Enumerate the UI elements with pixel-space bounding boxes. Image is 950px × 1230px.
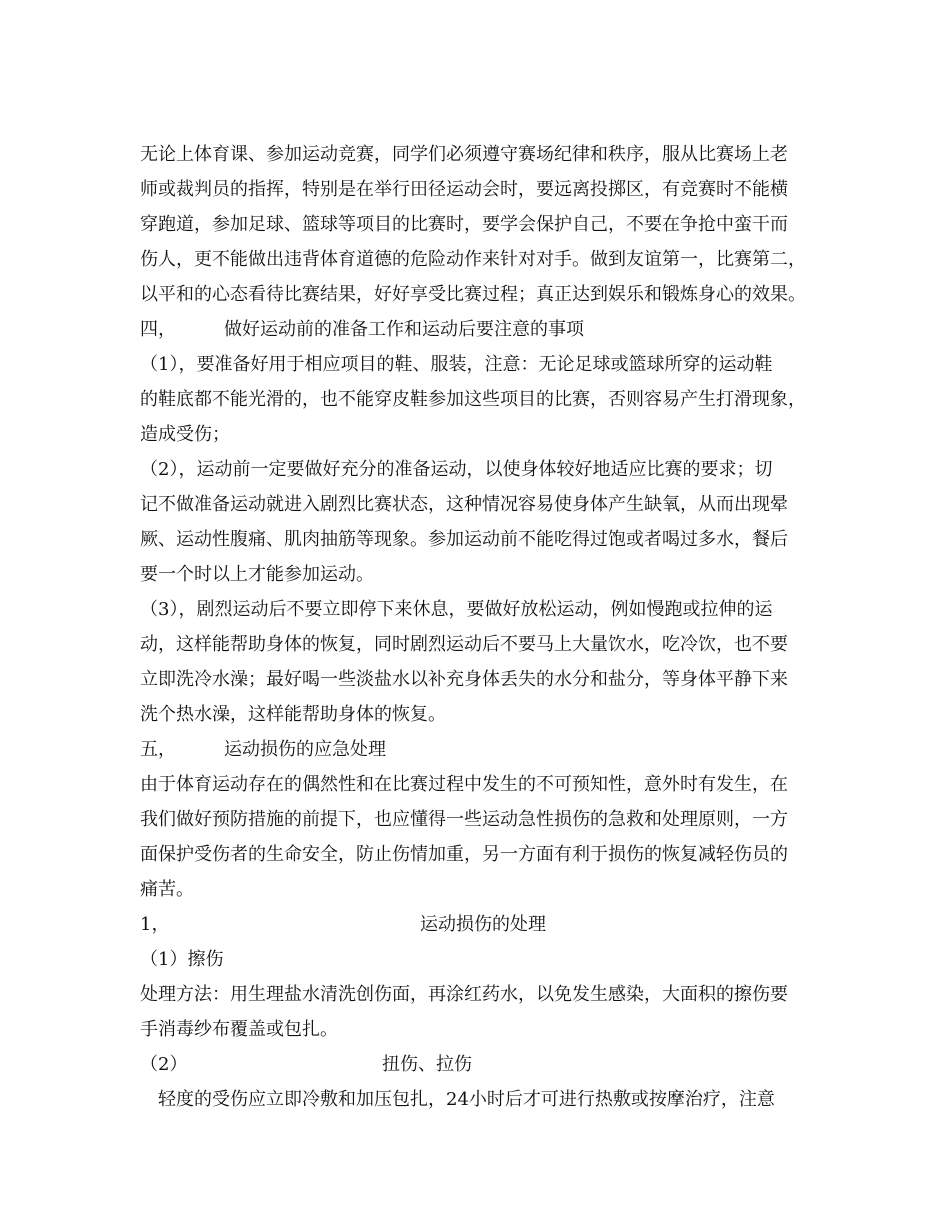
abrasion-line-1: 处理方法：用生理盐水清洗创伤面，再涂红药水，以免发生感染，大面积的擦伤要 xyxy=(140,984,788,1005)
item3-line-4: 洗个热水澡，这样能帮助身体的恢复。 xyxy=(140,704,446,725)
subsection-1-title: 运动损伤的处理 xyxy=(420,914,546,935)
section-5-number: 五， xyxy=(140,739,176,760)
item2-line-2: 记不做准备运动就进入剧烈比赛状态，这种情况容易使身体产生缺氧，从而出现晕 xyxy=(140,494,788,515)
item2-line-1: （2），运动前一定要做好充分的准备运动，以使身体较好地适应比赛的要求；切 xyxy=(140,459,773,480)
item3-line-2: 动，这样能帮助身体的恢复，同时剧烈运动后不要马上大量饮水，吃冷饮，也不要 xyxy=(140,634,788,655)
para1-line-1: 无论上体育课、参加运动竞赛，同学们必须遵守赛场纪律和秩序，服从比赛场上老 xyxy=(140,144,788,165)
section-5-title: 运动损伤的应急处理 xyxy=(224,739,386,760)
item3-line-3: 立即洗冷水澡；最好喝一些淡盐水以补充身体丢失的水分和盐分，等身体平静下来 xyxy=(140,669,788,690)
para1-line-2: 师或裁判员的指挥，特别是在举行田径运动会时，要远离投掷区，有竞赛时不能横 xyxy=(140,179,788,200)
item1-line-3: 造成受伤； xyxy=(140,424,230,445)
abrasion-line-2: 手消毒纱布覆盖或包扎。 xyxy=(140,1019,338,1040)
item1-line-1: （1），要准备好用于相应项目的鞋、服装，注意：无论足球或篮球所穿的运动鞋 xyxy=(140,354,773,375)
para1-line-5: 以平和的心态看待比赛结果，好好享受比赛过程；真正达到娱乐和锻炼身心的效果。 xyxy=(140,284,806,305)
para1-line-4: 伤人，更不能做出违背体育道德的危险动作来针对对手。做到友谊第一，比赛第二， xyxy=(140,249,806,270)
para5-line-1: 由于体育运动存在的偶然性和在比赛过程中发生的不可预知性，意外时有发生，在 xyxy=(140,774,788,795)
sprain-title: 扭伤、拉伤 xyxy=(382,1054,472,1075)
para5-line-3: 面保护受伤者的生命安全，防止伤情加重，另一方面有利于损伤的恢复减轻伤员的 xyxy=(140,844,788,865)
section-4-title: 做好运动前的准备工作和运动后要注意的事项 xyxy=(224,319,584,340)
item1-line-2: 的鞋底都不能光滑的，也不能穿皮鞋参加这些项目的比赛，否则容易产生打滑现象， xyxy=(140,389,806,410)
para1-line-3: 穿跑道，参加足球、篮球等项目的比赛时，要学会保护自己，不要在争抢中蛮干而 xyxy=(140,214,788,235)
item2-line-3: 厥、运动性腹痛、肌肉抽筋等现象。参加运动前不能吃得过饱或者喝过多水，餐后 xyxy=(140,529,788,550)
item3-line-1: （3），剧烈运动后不要立即停下来休息，要做好放松运动，例如慢跑或拉伸的运 xyxy=(140,599,773,620)
item2-line-4: 要一个时以上才能参加运动。 xyxy=(140,564,374,585)
abrasion-label: （1）擦伤 xyxy=(140,949,224,970)
sprain-number: （2） xyxy=(140,1054,188,1075)
subsection-1-number: 1， xyxy=(140,914,170,935)
sprain-line-1: 轻度的受伤应立即冷敷和加压包扎，24小时后才可进行热敷或按摩治疗，注意 xyxy=(158,1089,775,1110)
para5-line-4: 痛苦。 xyxy=(140,879,194,900)
section-4-number: 四， xyxy=(140,319,176,340)
para5-line-2: 我们做好预防措施的前提下，也应懂得一些运动急性损伤的急救和处理原则，一方 xyxy=(140,809,788,830)
